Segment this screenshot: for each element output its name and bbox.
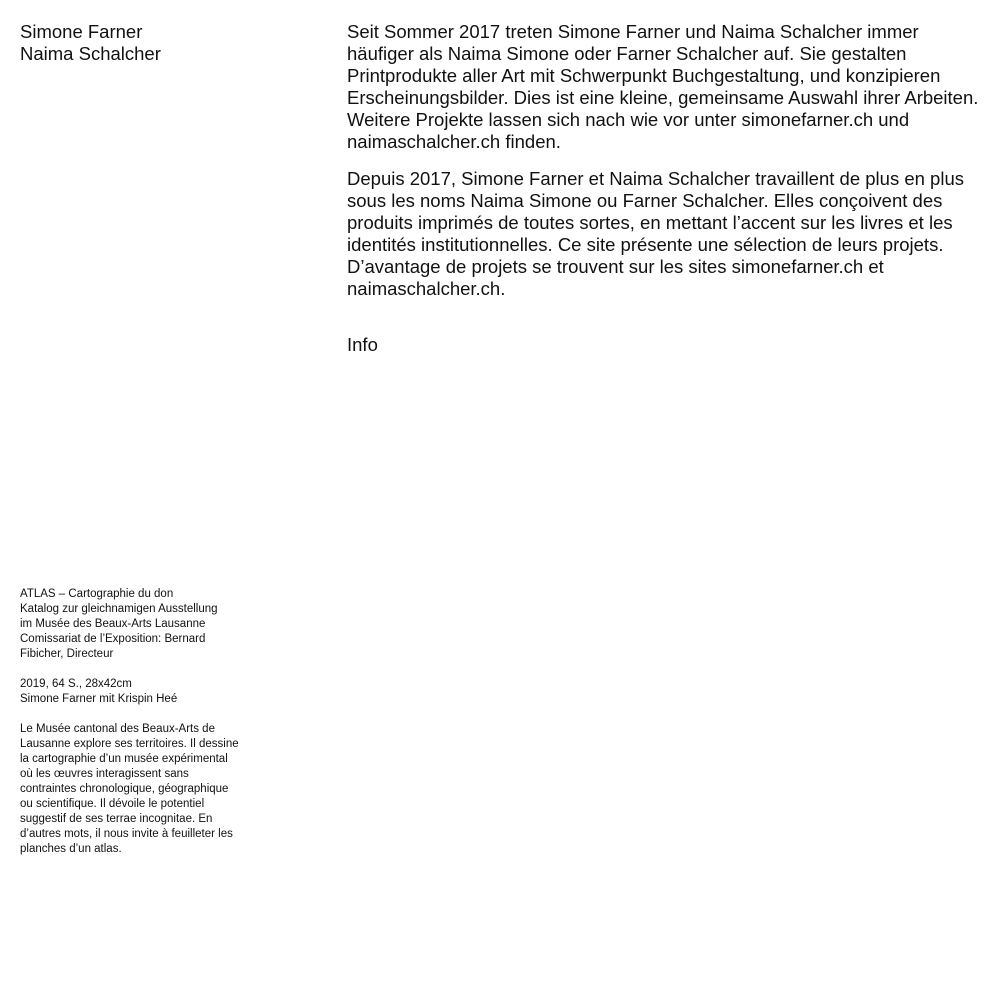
info-link[interactable]: Info (347, 334, 378, 355)
project-title-line: im Musée des Beaux-Arts Lausanne (20, 618, 206, 630)
project-description-line: suggestif de ses terrae incognitae. En (20, 813, 213, 825)
project-details-block (20, 677, 250, 707)
project-title-line: Katalog zur gleichnamigen Ausstellung (20, 603, 218, 615)
project-title-line: Fibicher, Directeur (20, 648, 114, 660)
project-caption (20, 587, 250, 872)
project-title-line: Comissariat de l’Exposition: Bernard (20, 633, 206, 645)
project-title-block (20, 587, 250, 662)
project-description-line: Lausanne explore ses territoires. Il dessine (20, 738, 239, 750)
project-description-line: où les œuvres interagissent sans (20, 768, 189, 780)
site-title[interactable] (20, 21, 161, 65)
project-description-line: contraintes chronologique, géographique (20, 783, 229, 795)
project-description-line: Le Musée cantonal des Beaux-Arts de (20, 723, 215, 735)
site-title-line-1[interactable]: Simone Farner (20, 21, 143, 42)
project-description-line: la cartographie d’un musée expérimental (20, 753, 228, 765)
project-description-line: planches d’un atlas. (20, 843, 122, 855)
project-title-line: ATLAS – Cartographie du don (20, 588, 174, 600)
intro-paragraph-french: Depuis 2017, Simone Farner et Naima Schalcher travaillent de plus en plus sous les noms Naima Simone ou Farner Schalcher. Elles conçoivent des produits imprimés de toutes sortes, en mettant l’accent sur les livres et les identités institutionnelles. Ce site présente une sélection de leurs projets. D’avantage de projets se trouvent sur les sites simonefarner.ch et naimaschalcher.ch. (347, 168, 964, 299)
project-details-line: Simone Farner mit Krispin Heé (20, 693, 178, 705)
intro-text (347, 21, 979, 356)
project-description-block (20, 722, 250, 857)
project-description-line: ou scientifique. Il dévoile le potentiel (20, 798, 205, 810)
project-description-line: d’autres mots, il nous invite à feuilleter les (20, 828, 233, 840)
intro-paragraph-german: Seit Sommer 2017 treten Simone Farner und Naima Schalcher immer häufiger als Naima Simone oder Farner Schalcher auf. Sie gestalten Printprodukte aller Art mit Schwerpunkt Buchgestaltung, und konzipieren Erscheinungsbilder. Dies ist eine kleine, gemeinsame Auswahl ihrer Arbeiten. Weitere Projekte lassen sich nach wie vor unter simonefarner.ch und naimaschalcher.ch finden. (347, 21, 979, 152)
project-details-line: 2019, 64 S., 28x42cm (20, 678, 132, 690)
site-title-line-2[interactable]: Naima Schalcher (20, 43, 161, 64)
